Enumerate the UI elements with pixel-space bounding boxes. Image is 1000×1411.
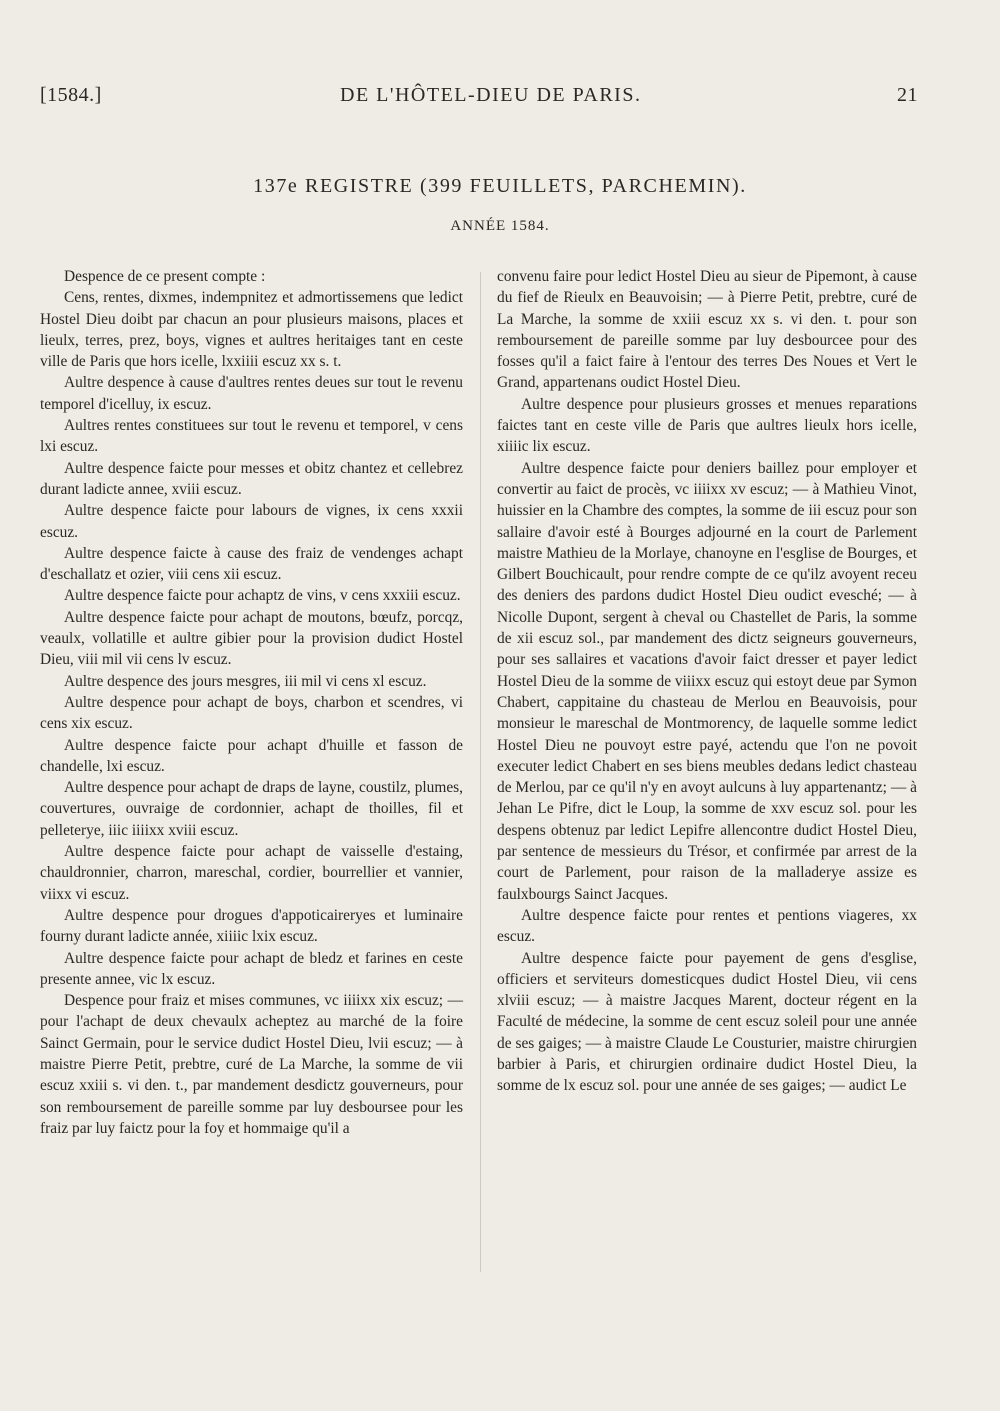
right-column — [497, 266, 917, 1097]
paragraph: Aultre despence faicte pour achaptz de vins, v cens xxxiii escuz. — [64, 587, 461, 605]
paragraph: Aultre despence pour drogues d'appoticaireryes et luminaire fourny durant ladicte année, xiiiic lxix escuz. — [40, 906, 463, 946]
column-divider — [480, 272, 481, 1272]
paragraph: Aultre despence pour achapt de draps de layne, coustilz, plumes, couvertures, ouvraige de cordonnier, achapt de thoilles, fil et pelleterye, iiic iiiixx xviii escuz. — [40, 779, 463, 839]
paragraph: Aultre despence faicte pour achapt de bledz et farines en ceste presente annee, vic lx escuz. — [40, 949, 463, 988]
paragraph: Aultre despence faicte pour rentes et pentions viageres, xx escuz. — [497, 906, 917, 946]
paragraph: Cens, rentes, dixmes, indempnitez et admortissemens que ledict Hostel Dieu doibt par chacun an pour plusieurs maisons, places et lieulx, terres, prez, boys, vignes et aultres heritaiges tant en ceste ville de Paris que hors icelle, lxxiiii escuz xx s. t. — [40, 289, 463, 371]
paragraph: Aultre despence faicte pour achapt de moutons, bœufz, porcqz, veaulx, vollatille et aultre gibier pour la provision dudict Hostel Dieu, viii mil vii cens lv escuz. — [40, 608, 463, 669]
left-column — [40, 266, 463, 1139]
paragraph: Aultres rentes constituees sur tout le revenu et temporel, v cens lxi escuz. — [40, 417, 463, 456]
paragraph: Despence pour fraiz et mises communes, vc iiiixx xix escuz; — pour l'achapt de deux chevaulx acheptez au marché de la foire Sainct Germain, pour le service dudict Hostel Dieu, lvii escuz; — à maistre Pierre Petit, prebtre, curé de La Marche, la somme de vii escuz xxiii s. vi den. t., par mandement desdictz gouverneurs, pour son remboursement de pareille somme par luy desboursee pour les fraiz par luy faictz pour la foy et hommaige qu'il a — [40, 992, 463, 1137]
section-title: 137e REGISTRE (399 FEUILLETS, PARCHEMIN). — [253, 175, 747, 197]
paragraph: Aultre despence faicte pour payement de gens d'esglise, officiers et serviteurs domesticques dudict Hostel Dieu, vii cens xlviii escuz; — à maistre Jacques Marent, docteur régent en la Faculté de médecine, la somme de cent escuz soleil pour une année de ses gaiges; — à maistre Claude Le Cousturier, maistre chirurgien barbier à Paris, et chirurgien ordinaire dudict Hostel Dieu, la somme de lx escuz sol. pour une année de ses gaiges; — audict Le — [497, 949, 917, 1095]
running-head-year: [1584.] — [40, 84, 102, 106]
running-head — [0, 84, 1000, 114]
paragraph: Aultre despence des jours mesgres, iii mil vi cens xl escuz. — [64, 672, 427, 690]
running-head-title: DE L'HÔTEL-DIEU DE PARIS. — [340, 84, 642, 106]
paragraph: Despence de ce present compte : — [64, 268, 266, 285]
paragraph: Aultre despence à cause d'aultres rentes deues sur tout le revenu temporel d'icelluy, ix escuz. — [40, 374, 463, 413]
page-number: 21 — [897, 84, 918, 106]
paragraph: Aultre despence faicte à cause des fraiz de vendenges achapt d'eschallatz et ozier, viii cens xii escuz. — [40, 544, 463, 584]
section-subtitle: ANNÉE 1584. — [450, 218, 550, 234]
paragraph-continued: convenu faire pour ledict Hostel Dieu au sieur de Pipemont, à cause du fief de Rieulx en Beauvoisin; — à Pierre Petit, prebtre, curé de La Marche, la somme de xxiii escuz xx s. vi den. t. pour son remboursement de pareille somme par luy desbourcee pour des fosses qu'il a faict faire à l'entour des terres Des Noues et Vert le Grand, appartenans oudict Hostel Dieu. — [497, 268, 917, 392]
paragraph: Aultre despence faicte pour achapt d'huille et fasson de chandelle, lxi escuz. — [40, 736, 463, 775]
paragraph: Aultre despence faicte pour messes et obitz chantez et cellebrez durant ladicte annee, xviii escuz. — [40, 459, 463, 498]
paragraph: Aultre despence faicte pour achapt de vaisselle d'estaing, chauldronnier, charron, mareschal, cordier, bourrellier et vannier, viixx vi escuz. — [40, 843, 463, 903]
paragraph: Aultre despence faicte pour deniers baillez pour employer et convertir au faict de procès, vc iiiixx xv escuz; — à Mathieu Vinot, huissier en la Chambre des comptes, la somme de iii escuz pour son sallaire d'avoir esté à Bourges adjourné en la court de Parlement maistre Mathieu de la Morlaye, chanoyne en l'esglise de Bourges, et Gilbert Bouchicault, pour rendre compte de ce qu'ilz avoyent receu des deniers des pardons dudict Hostel Dieu oudict evesché; — à Nicolle Dupont, sergent à cheval ou Chastellet de Paris, la somme de xii escuz sol., par mandement des dictz seigneurs gouverneurs, pour ses sallaires et vacations d'avoir faict dresser et payer ledict Hostel Dieu de la somme de viiixx escuz qui estoyt deue par Symon Chabert, cappitaine du chasteau de Merlou en Beauvoisis, pour monsieur le mareschal de Montmorency, de laquelle somme ledict Hostel Dieu ne pouvoyt estre payé, actendu que l'on ne povoit executer ledict Chabert en ses biens meubles dedans ledict chasteau de Merlou, par ce qu'il n'y en avoyt aulcuns à luy appartenantz; — à Jehan Le Pifre, dict le Loup, la somme de xxv escuz sol. pour les despens obtenuz par ledict Lepifre allencontre dudict Hostel Dieu, par sentence de messieurs du Trésor, et confirmée par arrest de la court de Parlement, pour raison de la malladerye assize es faulxbourgs Sainct Jacques. — [497, 459, 917, 903]
paragraph: Aultre despence faicte pour labours de vignes, ix cens xxxii escuz. — [40, 502, 463, 541]
paragraph: Aultre despence pour achapt de boys, charbon et scendres, vi cens xix escuz. — [40, 693, 463, 733]
paragraph: Aultre despence pour plusieurs grosses et menues reparations faictes tant en ceste ville de Paris que aultres lieulx hors icelle, xiiiic lix escuz. — [497, 395, 917, 456]
